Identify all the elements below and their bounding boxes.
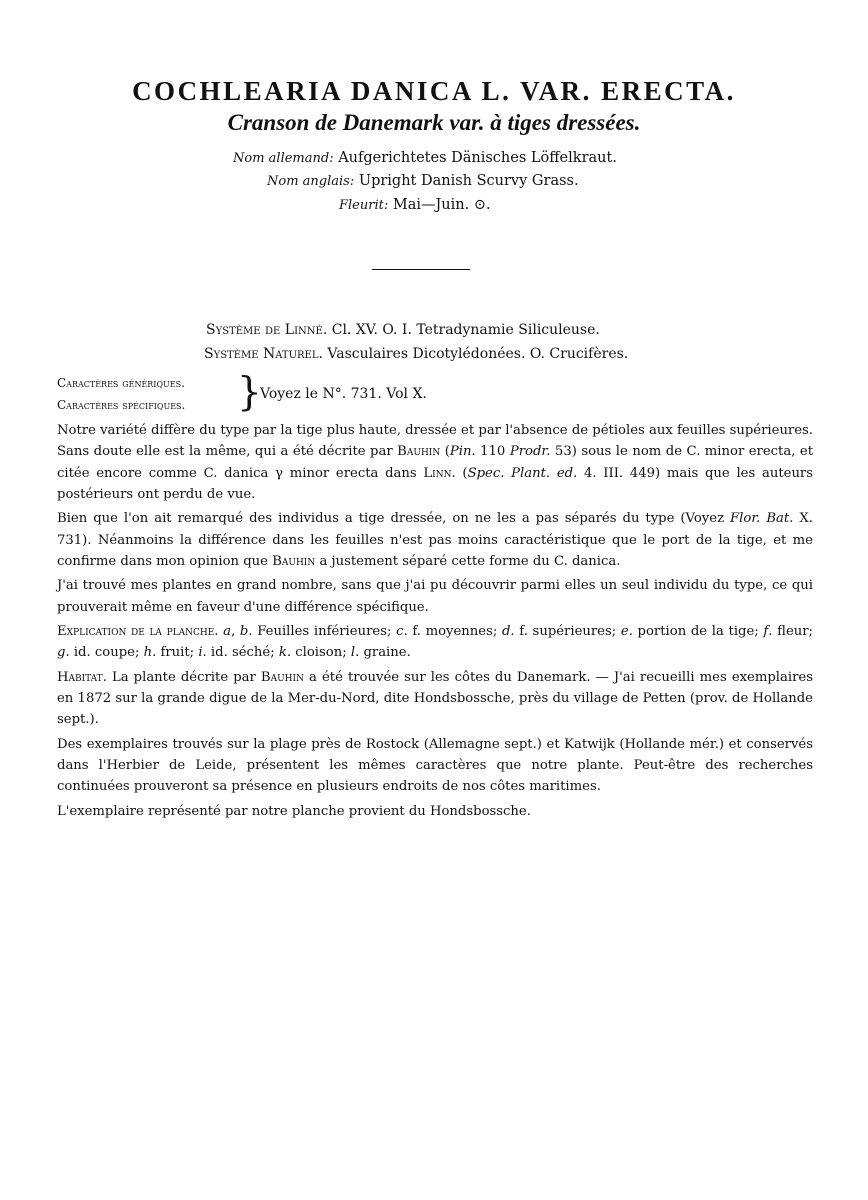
text-run: X. 731). Néanmoins la différence dans les feuilles n'est pas moins caractéristique que le port de la tige, et me confirme dans mon opinion que xyxy=(57,511,813,570)
german-name-value: Aufgerichtetes Dänisches Löffelkraut. xyxy=(338,150,617,166)
text-run: . f. supérieures; xyxy=(510,624,621,640)
citation: Prodr. xyxy=(509,444,551,460)
linne-system-text: Cl. XV. O. I. Tetradynamie Siliculeuse. xyxy=(331,322,600,338)
text-run: Bien que l'on ait remarqué des individus a tige dressée, on ne les a pas séparés du type (Voyez xyxy=(57,511,731,527)
linne-system xyxy=(206,322,600,338)
paragraph-specimens: Des exemplaires trouvés sur la plage près de Rostock (Allemagne sept.) et Katwijk (Hollande mér.) et conservés dans l'Herbier de Leide, présentent les mêmes caractères que notre plante. Peut-être des recherches continuées prouveront sa présence en plusieurs endroits de nos côtes maritimes. xyxy=(57,736,813,795)
flowering xyxy=(339,197,491,213)
natural-system-text: Vasculaires Dicotylédonées. O. Crucifères. xyxy=(327,346,629,362)
brace: } xyxy=(237,370,262,415)
generic-characters-label: Caractères génériques. xyxy=(57,376,185,390)
figure-letter: l xyxy=(350,645,356,661)
text-run: . f. moyennes; xyxy=(403,624,502,640)
page-subtitle: Cranson de Danemark var. à tiges dressées. xyxy=(227,110,641,135)
english-name-value: Upright Danish Scurvy Grass. xyxy=(358,173,579,189)
figure-letter: d xyxy=(501,624,511,640)
author-name: Linn. xyxy=(423,465,456,481)
natural-system xyxy=(204,346,628,362)
citation: Flor. Bat. xyxy=(730,511,794,527)
section-label: Habitat. xyxy=(57,669,107,685)
english-name xyxy=(267,173,579,189)
paragraph-habitat xyxy=(57,667,813,731)
paragraph-plate-explanation xyxy=(57,621,813,664)
author-name: Bauhin xyxy=(272,554,316,570)
natural-system-label: Système Naturel. xyxy=(204,346,323,362)
figure-letter: h xyxy=(143,645,153,661)
paragraph-observation: J'ai trouvé mes plantes en grand nombre, sans que j'ai pu découvrir parmi elles un seul individu du type, ce qui prouverait même en faveur d'une différence spécifique. xyxy=(57,578,813,615)
figure-letter: f xyxy=(763,624,769,640)
flowering-label: Fleurit: xyxy=(339,198,389,213)
linne-system-label: Système de Linné. xyxy=(206,322,328,338)
page-title: COCHLEARIA DANICA L. VAR. ERECTA. xyxy=(132,76,736,106)
text-run: Notre variété diffère du type par la tige plus haute, dressée et par l'absence de pétioles aux feuilles supérieures. Sans doute elle est la même, qui a été décrite par xyxy=(57,423,813,460)
text-run: 110 xyxy=(475,444,510,460)
text-run: , xyxy=(231,624,240,640)
text-run: . cloison; xyxy=(286,645,351,661)
body-text xyxy=(57,420,813,825)
figure-letter: i xyxy=(198,645,203,661)
text-run: . id. séché; xyxy=(202,645,279,661)
german-name-label: Nom allemand: xyxy=(233,151,334,166)
author-name: Bauhin xyxy=(397,444,441,460)
figure-letter: k xyxy=(278,645,287,661)
text-run: . portion de la tige; xyxy=(628,624,764,640)
characters-reference: Voyez le N°. 731. Vol X. xyxy=(260,386,427,402)
citation: Pin. xyxy=(449,444,476,460)
figure-letter: c xyxy=(396,624,404,640)
text-run: ( xyxy=(455,465,468,481)
text-run: . id. coupe; xyxy=(65,645,144,661)
paragraph-comparison xyxy=(57,508,813,572)
flowering-value: Mai—Juin. ⊙. xyxy=(392,197,491,213)
citation: Spec. Plant. ed. xyxy=(467,465,578,481)
author-name: Bauhin xyxy=(260,669,304,685)
text-run: 4. III. 449) mais que les auteurs postérieurs ont perdu de vue. xyxy=(57,465,814,503)
specific-characters-label: Caractères spécifiques. xyxy=(57,398,186,412)
text-run: . graine. xyxy=(355,645,411,661)
section-label: Explication de la planche. xyxy=(57,624,219,640)
text-run: . fleur; xyxy=(768,624,813,640)
figure-letter: e xyxy=(620,624,629,640)
text-run: . fruit; xyxy=(152,645,199,661)
text-run: 53) sous le nom de C. minor erecta, et citée encore comme C. danica γ minor erecta dans xyxy=(57,444,814,481)
figure-letter: g xyxy=(57,645,66,661)
text-run: a justement séparé cette forme du C. danica. xyxy=(315,554,621,570)
divider-rule xyxy=(372,269,470,270)
text-run: ( xyxy=(440,444,450,460)
german-name xyxy=(233,150,617,166)
paragraph-description xyxy=(57,420,813,506)
text-run: La plante décrite par xyxy=(106,669,261,685)
figure-letter: a xyxy=(223,624,232,640)
english-name-label: Nom anglais: xyxy=(267,174,355,189)
figure-letter: b xyxy=(239,624,249,640)
text-run: . Feuilles inférieures; xyxy=(248,624,397,640)
paragraph-plate-origin: L'exemplaire représenté par notre planche provient du Hondsbossche. xyxy=(57,803,531,819)
text-run: a été trouvée sur les côtes du Danemark. — J'ai recueilli mes exemplaires en 1872 sur la grande digue de la Mer-du-Nord, dite Hondsbossche, près du village de Petten (prov. de Hollande sept.). xyxy=(57,669,813,728)
